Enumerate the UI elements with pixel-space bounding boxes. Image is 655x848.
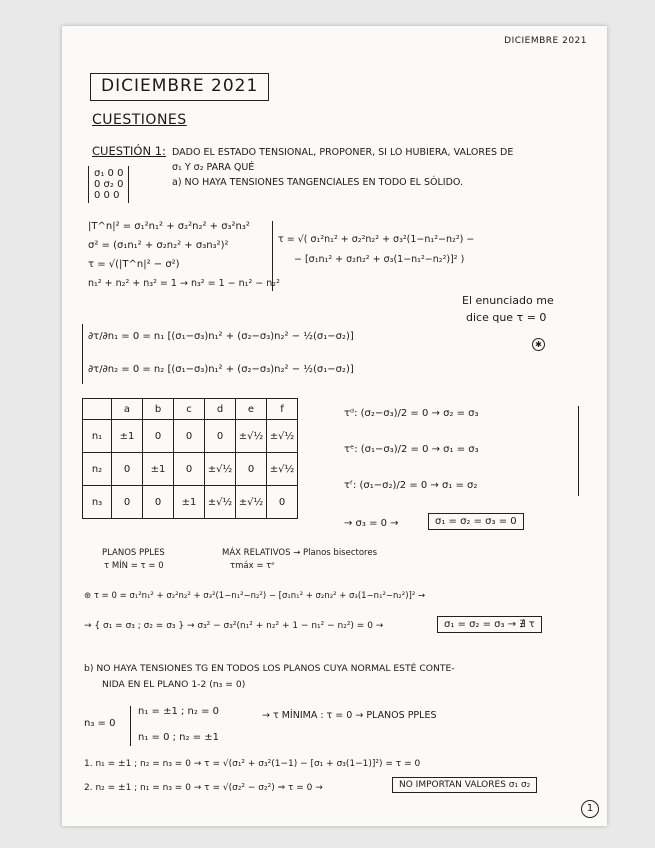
side-conclusion-box: σ₁ = σ₂ = σ₃ = 0 xyxy=(428,513,524,530)
eq-tau: τ = √(|T^n|² − σ²) xyxy=(88,259,180,270)
table-cell: ±√½ xyxy=(236,420,267,453)
notebook-page xyxy=(62,26,607,826)
note-line2: dice que τ = 0 xyxy=(466,311,547,324)
side-result-e: τᵉ: (σ₁−σ₃)/2 = 0 → σ₁ = σ₃ xyxy=(344,444,479,455)
eq-normal-stress: σ² = (σ₁n₁² + σ₂n₂² + σ₃n₃²)² xyxy=(88,240,229,251)
star-icon: ✱ xyxy=(532,338,545,351)
option-1: n₁ = ±1 ; n₂ = 0 xyxy=(138,706,219,717)
table-cell: ±√½ xyxy=(236,486,267,519)
case-1: 1. n₁ = ±1 ; n₂ = n₃ = 0 → τ = √(σ₁² + σ₃²(1−1) − [σ₁ + σ₃(1−1)]²) = τ = 0 xyxy=(84,759,421,769)
label-tau-min: τ MÍN = τ = 0 xyxy=(104,561,164,571)
table-row-header: n₃ xyxy=(83,486,112,519)
table-row xyxy=(83,453,298,486)
tau-formula-line1: τ = √( σ₁²n₁² + σ₂²n₂² + σ₃²(1−n₁²−n₂²) − xyxy=(278,234,475,245)
statement-line-1: DADO EL ESTADO TENSIONAL, PROPONER, SI LO HUBIERA, VALORES DE xyxy=(172,147,514,158)
table-col-header: a xyxy=(112,399,143,420)
tau-formula-line2: − [σ₁n₁² + σ₂n₂² + σ₃(1−n₁²−n₂²)]² ) xyxy=(294,254,465,265)
side-result-d: τᵈ: (σ₂−σ₃)/2 = 0 → σ₂ = σ₃ xyxy=(344,408,479,419)
side-brace xyxy=(574,406,579,496)
table-corner xyxy=(83,399,112,420)
table-header-row xyxy=(83,399,298,420)
table-cell: 0 xyxy=(205,420,236,453)
table-col-header: e xyxy=(236,399,267,420)
table-cell: 0 xyxy=(143,420,174,453)
section-title: CUESTIONES xyxy=(92,112,187,128)
table-cell: 0 xyxy=(174,453,205,486)
bleed-through xyxy=(422,63,603,91)
eq-normal-unit: n₁² + n₂² + n₃² = 1 → n₃² = 1 − n₁² − n₂² xyxy=(88,278,280,289)
separator-brace xyxy=(272,221,273,291)
label-max-relative: MÁX RELATIVOS → Planos bisectores xyxy=(222,548,378,558)
matrix-row: 0 σ₂ 0 xyxy=(94,179,124,190)
table-row-header: n₂ xyxy=(83,453,112,486)
statement-line-2: σ₁ Y σ₂ PARA QUÉ xyxy=(172,162,255,173)
derivative-brace xyxy=(82,324,83,384)
table-cell: ±1 xyxy=(112,420,143,453)
table-cell: ±√½ xyxy=(205,453,236,486)
label-principal-planes: PLANOS PPLES xyxy=(102,548,165,558)
note-line1: El enunciado me xyxy=(462,294,554,307)
derivative-n1: ∂τ/∂n₁ = 0 = n₁ [(σ₁−σ₃)n₁² + (σ₂−σ₃)n₂² − ½(σ₁−σ₂)] xyxy=(88,331,354,342)
eq-traction: |T^n|² = σ₁²n₁² + σ₂²n₂² + σ₃²n₃² xyxy=(88,221,250,232)
side-result-f: τᶠ: (σ₁−σ₂)/2 = 0 → σ₁ = σ₂ xyxy=(344,480,478,491)
case-2: 2. n₂ = ±1 ; n₁ = n₃ = 0 → τ = √(σ₂² − σ₂²) ⇒ τ = 0 → xyxy=(84,783,323,793)
derivative-n2: ∂τ/∂n₂ = 0 = n₂ [(σ₁−σ₃)n₁² + (σ₂−σ₃)n₂² − ½(σ₁−σ₂)] xyxy=(88,364,354,375)
table-row xyxy=(83,486,298,519)
table-cell: 0 xyxy=(267,486,298,519)
star-derivation-1: ⊛ τ = 0 = σ₁²n₁² + σ₂²n₂² + σ₃²(1−n₁²−n₂²) − [σ₁n₁² + σ₂n₂² + σ₃(1−n₁²−n₂²)]² → xyxy=(84,591,426,601)
table-col-header: d xyxy=(205,399,236,420)
question-label: CUESTIÓN 1: xyxy=(92,144,166,158)
table-cell: ±√½ xyxy=(205,486,236,519)
star-derivation-2: → { σ₁ = σ₃ ; σ₂ = σ₃ } → σ₃² − σ₃²(n₁² + n₂² + 1 − n₁² − n₂²) = 0 → xyxy=(84,621,384,631)
part-b-line2: NIDA EN EL PLANO 1-2 (n₃ = 0) xyxy=(102,679,246,690)
matrix-row: σ₁ 0 0 xyxy=(94,168,124,179)
option-2: n₁ = 0 ; n₂ = ±1 xyxy=(138,732,219,743)
table-col-header: f xyxy=(267,399,298,420)
tau-min-result: → τ MÍNIMA : τ = 0 → PLANOS PPLES xyxy=(262,710,437,721)
table-cell: 0 xyxy=(112,453,143,486)
case-2-result-box: NO IMPORTAN VALORES σ₁ σ₂ xyxy=(392,777,537,793)
part-a: a) NO HAYA TENSIONES TANGENCIALES EN TODO EL SÓLIDO. xyxy=(172,177,464,188)
solution-table xyxy=(82,398,298,519)
options-brace xyxy=(130,706,131,746)
n3-condition: n₃ = 0 xyxy=(84,718,116,729)
label-tau-max: τmáx = τᵉ xyxy=(230,561,275,571)
table-cell: 0 xyxy=(112,486,143,519)
page-title: DICIEMBRE 2021 xyxy=(90,73,269,101)
table-cell: ±1 xyxy=(174,486,205,519)
stress-matrix xyxy=(88,166,129,203)
matrix-row: 0 0 0 xyxy=(94,190,120,201)
table-cell: 0 xyxy=(236,453,267,486)
table-cell: ±1 xyxy=(143,453,174,486)
table-row xyxy=(83,420,298,453)
star-result-box: σ₁ = σ₂ = σ₃ → ∄ τ xyxy=(437,616,542,633)
star-marker xyxy=(532,338,545,351)
table-cell: 0 xyxy=(174,420,205,453)
side-conclusion: → σ₃ = 0 → xyxy=(344,518,399,529)
table-row-header: n₁ xyxy=(83,420,112,453)
part-b-line1: b) NO HAYA TENSIONES TG EN TODOS LOS PLANOS CUYA NORMAL ESTÉ CONTE- xyxy=(84,663,455,674)
header-date: DICIEMBRE 2021 xyxy=(504,36,587,46)
table-col-header: c xyxy=(174,399,205,420)
page-number: 1 xyxy=(581,800,599,818)
table-cell: 0 xyxy=(143,486,174,519)
table-cell: ±√½ xyxy=(267,420,298,453)
table-col-header: b xyxy=(143,399,174,420)
table-cell: ±√½ xyxy=(267,453,298,486)
